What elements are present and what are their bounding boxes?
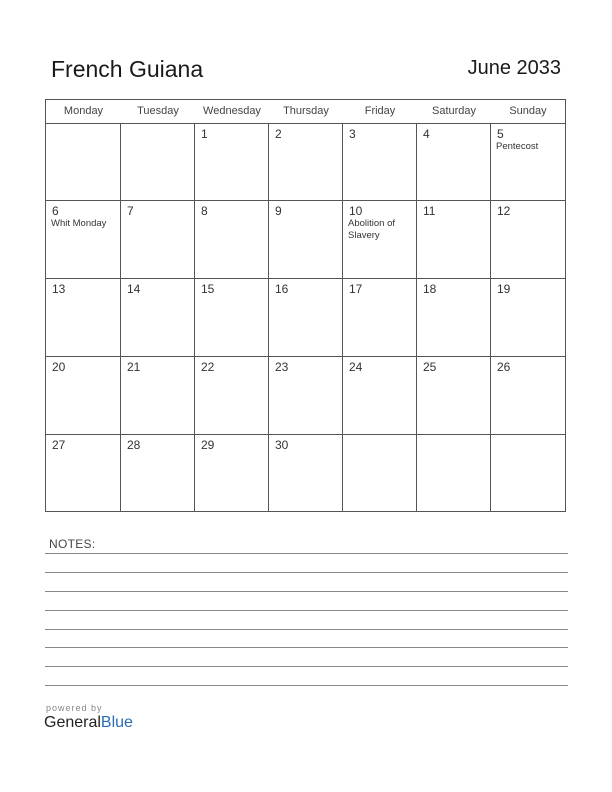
day-cell xyxy=(269,124,343,201)
day-number: 11 xyxy=(423,204,436,218)
day-number: 20 xyxy=(52,360,66,374)
day-number: 14 xyxy=(127,282,141,296)
day-number: 25 xyxy=(423,360,437,374)
day-number: 29 xyxy=(201,438,215,452)
day-cell xyxy=(195,435,269,511)
notes-label: NOTES: xyxy=(49,537,96,551)
day-number: 9 xyxy=(275,204,282,218)
brand-general: General xyxy=(44,714,101,731)
day-number: 5 xyxy=(497,127,504,141)
day-cell xyxy=(46,279,121,357)
day-cell xyxy=(269,201,343,279)
day-number: 12 xyxy=(497,204,511,218)
day-cell xyxy=(121,435,195,511)
day-number: 3 xyxy=(349,127,356,141)
notes-line xyxy=(45,610,568,611)
brand-blue: Blue xyxy=(100,714,133,731)
day-number: 1 xyxy=(201,127,208,141)
day-cell xyxy=(46,124,121,201)
weekday-header-row xyxy=(46,100,565,124)
day-cell xyxy=(195,124,269,201)
day-cell xyxy=(343,124,417,201)
day-number: 30 xyxy=(275,438,289,452)
day-cell xyxy=(195,279,269,357)
day-number: 21 xyxy=(127,360,141,374)
day-number: 2 xyxy=(275,127,282,141)
day-number: 27 xyxy=(52,438,66,452)
day-cell xyxy=(417,435,491,511)
day-cell xyxy=(121,279,195,357)
day-cell xyxy=(121,357,195,435)
day-cell xyxy=(46,435,121,511)
notes-line xyxy=(45,685,568,686)
weekday-wednesday: Wednesday xyxy=(203,105,261,117)
notes-line xyxy=(45,647,568,648)
day-number: 16 xyxy=(275,282,289,296)
day-number: 7 xyxy=(127,204,134,218)
day-cell xyxy=(491,357,565,435)
notes-line xyxy=(45,553,568,554)
day-number: 4 xyxy=(423,127,430,141)
day-number: 10 xyxy=(349,204,363,218)
day-cell xyxy=(417,279,491,357)
day-number: 28 xyxy=(127,438,141,452)
holiday-label: Abolition of Slavery xyxy=(348,218,396,241)
holiday-label: Whit Monday xyxy=(51,218,107,229)
weekday-saturday: Saturday xyxy=(431,105,477,117)
day-number: 18 xyxy=(423,282,437,296)
day-number: 8 xyxy=(201,204,208,218)
day-number: 15 xyxy=(201,282,215,296)
day-cell xyxy=(195,201,269,279)
day-cell xyxy=(343,435,417,511)
day-cell xyxy=(121,201,195,279)
brand-logo xyxy=(44,703,133,732)
brand-name xyxy=(44,714,133,732)
notes-line xyxy=(45,629,568,630)
calendar-month-year: June 2033 xyxy=(467,57,561,79)
powered-by-text: powered by xyxy=(46,703,103,713)
notes-line xyxy=(45,591,568,592)
day-cell xyxy=(491,201,565,279)
day-number: 13 xyxy=(52,282,66,296)
day-cell xyxy=(343,357,417,435)
day-number: 24 xyxy=(349,360,363,374)
day-cell xyxy=(343,279,417,357)
day-cell xyxy=(195,357,269,435)
day-cell xyxy=(269,435,343,511)
weekday-sunday: Sunday xyxy=(509,105,547,117)
day-cell xyxy=(343,201,417,279)
day-cell xyxy=(417,124,491,201)
day-cell xyxy=(491,124,565,201)
day-cell xyxy=(269,279,343,357)
weekday-tuesday: Tuesday xyxy=(137,105,179,117)
day-number: 23 xyxy=(275,360,289,374)
day-cell xyxy=(46,357,121,435)
day-number: 6 xyxy=(52,204,59,218)
day-cell xyxy=(417,357,491,435)
day-cell xyxy=(417,201,491,279)
day-cell xyxy=(269,357,343,435)
day-cell xyxy=(46,201,121,279)
calendar-country-title: French Guiana xyxy=(51,56,204,82)
day-cell xyxy=(121,124,195,201)
day-number: 22 xyxy=(201,360,215,374)
day-cell xyxy=(491,435,565,511)
calendar-grid xyxy=(45,99,566,512)
day-cell xyxy=(491,279,565,357)
holiday-label: Pentecost xyxy=(496,141,539,152)
day-number: 26 xyxy=(497,360,511,374)
notes-line xyxy=(45,666,568,667)
weekday-monday: Monday xyxy=(63,105,104,117)
weekday-thursday: Thursday xyxy=(283,105,329,117)
notes-line xyxy=(45,572,568,573)
weekday-friday: Friday xyxy=(364,105,396,117)
day-number: 19 xyxy=(497,282,511,296)
day-number: 17 xyxy=(349,282,363,296)
